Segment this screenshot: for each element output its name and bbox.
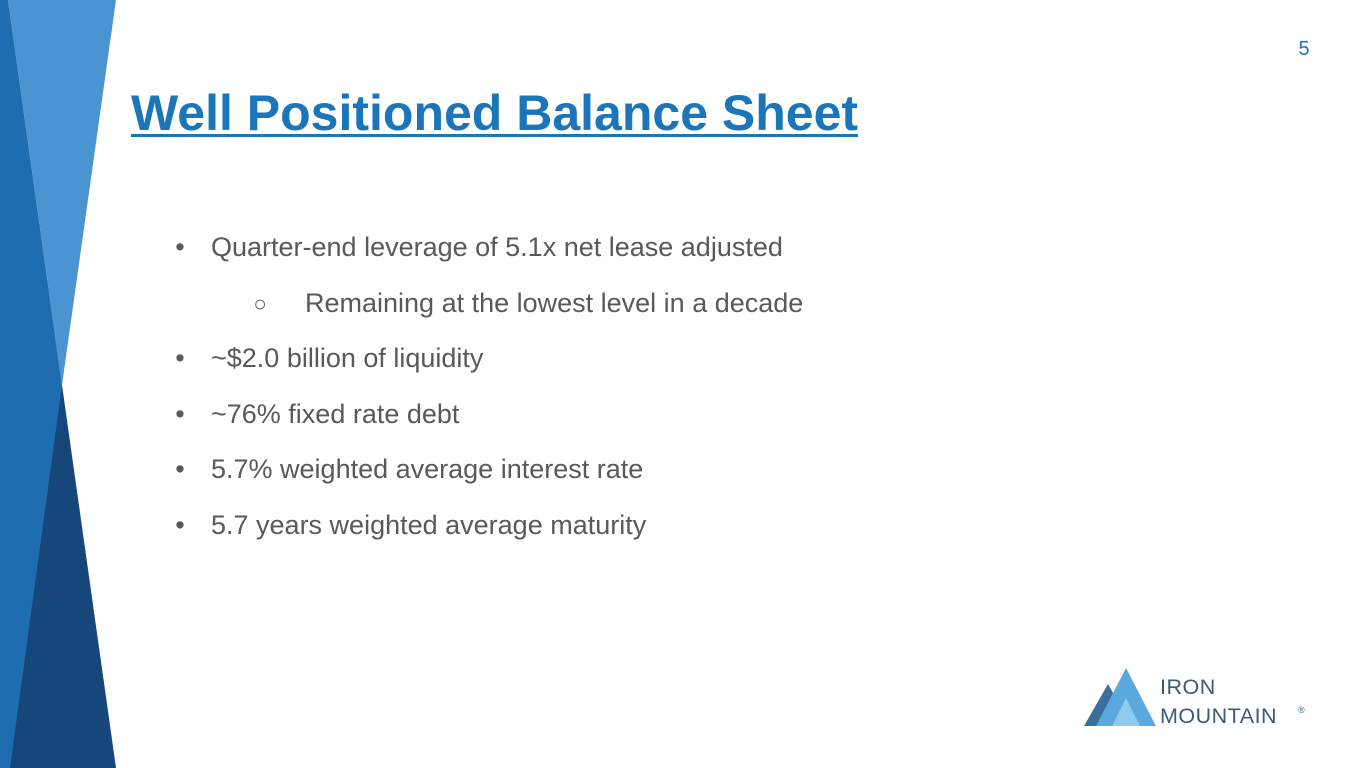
logo-text-line1: IRON <box>1160 675 1216 699</box>
bullet-marker: • <box>175 343 185 373</box>
bullet-marker: • <box>175 509 185 540</box>
slide-title: Well Positioned Balance Sheet <box>131 85 859 141</box>
bullet-marker: • <box>175 232 185 262</box>
left-decorative-band <box>0 0 120 768</box>
bullet-text: ~$2.0 billion of liquidity <box>211 343 484 373</box>
bullet-text: ~76% fixed rate debt <box>211 398 460 429</box>
sub-list-item <box>170 276 1170 332</box>
bullet-marker: • <box>175 398 185 429</box>
bullet-list <box>170 220 1170 553</box>
bullet-text: Quarter-end leverage of 5.1x net lease adjusted <box>211 232 783 262</box>
list-item <box>170 442 1170 498</box>
logo-text-line2: MOUNTAIN <box>1160 704 1278 728</box>
list-item <box>170 331 1170 387</box>
list-item <box>170 498 1170 554</box>
bullet-marker: • <box>175 454 185 484</box>
mountain-peaks-icon <box>1084 668 1156 730</box>
bullet-text: 5.7% weighted average interest rate <box>211 454 644 484</box>
registered-mark: ® <box>1298 705 1305 715</box>
list-item <box>170 220 1170 276</box>
bullet-text: 5.7 years weighted average maturity <box>211 509 647 540</box>
sub-bullet-marker: ○ <box>253 290 267 316</box>
list-item <box>170 387 1170 443</box>
slide-number: 5 <box>1298 38 1310 60</box>
sub-bullet-text: Remaining at the lowest level in a decade <box>305 287 804 318</box>
company-logo <box>1084 668 1314 730</box>
